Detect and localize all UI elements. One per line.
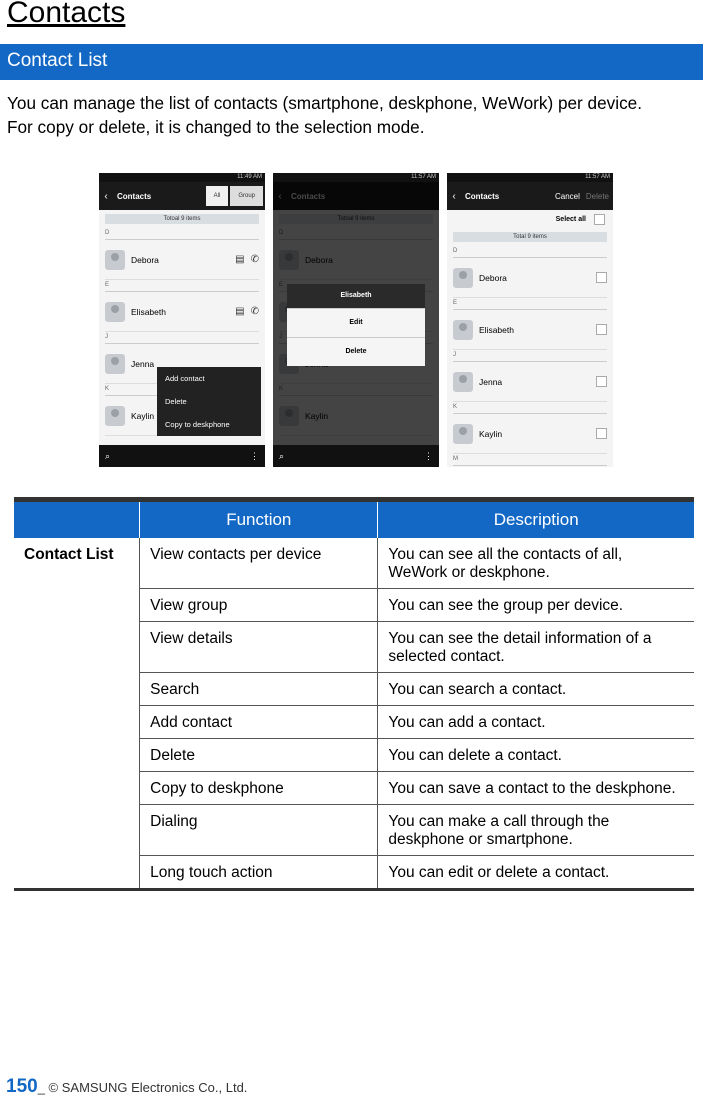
delete-label: Delete [585,191,609,201]
index-letter: D [453,246,607,258]
index-letter: E [105,280,259,292]
list-item [453,362,607,402]
contact-name: Kaylin [131,410,155,421]
deskphone-icon: ▤ [235,306,245,317]
select-all-label: Select all [555,215,586,223]
description-cell: You can edit or delete a contact. [378,856,694,890]
status-bar: 11:57 AM [447,173,613,182]
page-footer [6,1076,247,1098]
bottom-bar [273,445,439,467]
app-bar-title: Contacts [465,191,500,201]
intro-line-2: For copy or delete, it is changed to the selection mode. [7,117,425,137]
tab-group: Group [230,186,263,206]
index-letter: K [105,384,259,396]
index-letter: E [453,298,607,310]
page-number: 150 [6,1076,38,1097]
checkbox-icon [596,324,607,335]
app-bar [99,182,265,210]
header-description: Description [378,500,694,539]
function-cell: View details [140,622,378,673]
menu-icon: ⋮ [424,450,433,461]
header-function: Function [140,500,378,539]
dialog-item-edit: Edit [287,308,425,337]
screenshot-contact-list [99,173,265,467]
contact-name: Elisabeth [479,324,514,335]
description-cell: You can save a contact to the deskphone. [378,772,694,805]
contact-name: Jenna [479,376,503,387]
menu-icon: ⋮ [250,450,259,461]
options-menu [157,367,261,436]
function-table [14,497,694,891]
section-title: Contact List [7,50,108,71]
header-empty [14,500,140,539]
bottom-bar [99,445,265,467]
function-cell: Delete [140,739,378,772]
index-letter: J [105,332,259,344]
function-cell: Copy to deskphone [140,772,378,805]
back-icon: ‹ [104,190,108,202]
checkbox-icon [596,428,607,439]
function-cell: Search [140,673,378,706]
total-items: Total 9 items [453,232,607,242]
screenshot-long-touch [273,173,439,467]
avatar-icon [105,354,125,374]
phone-icon: ✆ [250,306,259,317]
index-letter: D [105,228,259,240]
index-letter: M [453,454,607,466]
search-icon: ⌕ [105,450,111,461]
function-cell: Dialing [140,805,378,856]
list-item [453,258,607,298]
phone-icon: ✆ [250,254,259,265]
group-cell [14,538,140,890]
menu-item-add-contact: Add contact [165,374,205,383]
app-bar-title: Contacts [117,191,152,201]
index-letter: J [453,350,607,362]
description-cell: You can see the detail information of a selected contact. [378,622,694,673]
contact-name: Debora [131,254,159,265]
search-icon: ⌕ [279,450,285,461]
table-row [14,538,694,589]
cancel-label: Cancel [554,191,580,201]
copyright: _ © SAMSUNG Electronics Co., Ltd. [37,1080,248,1095]
menu-item-delete: Delete [165,397,187,406]
deskphone-icon: ▤ [235,254,245,265]
function-cell: View group [140,589,378,622]
group-label: Contact List [24,546,114,563]
function-cell: Add contact [140,706,378,739]
select-all-row [447,210,613,228]
list-item [105,292,259,332]
app-bar [447,182,613,210]
page-title: Contacts [7,0,126,29]
status-bar: 11:49 AM [99,173,265,182]
back-icon: ‹ [452,190,456,202]
long-touch-dialog [287,284,425,366]
total-items: Totoal 9 items [105,214,259,224]
contact-name: Debora [479,272,507,283]
list-item [453,310,607,350]
contact-name: Elisabeth [131,306,166,317]
avatar-icon [453,320,473,340]
avatar-icon [453,424,473,444]
tab-all: All [206,186,229,206]
function-cell: Long touch action [140,856,378,890]
description-cell: You can add a contact. [378,706,694,739]
avatar-icon [105,250,125,270]
avatar-icon [453,268,473,288]
dialog-item-delete: Delete [287,337,425,366]
index-letter: K [453,402,607,414]
section-header [0,44,703,80]
function-cell: View contacts per device [140,538,378,589]
checkbox-icon [596,272,607,283]
intro-text [7,91,701,139]
list-item [105,240,259,280]
avatar-icon [105,302,125,322]
contact-name: Kaylin [479,428,503,439]
intro-line-1: You can manage the list of contacts (smartphone, deskphone, WeWork) per device. [7,93,643,113]
avatar-icon [105,406,125,426]
avatar-icon [453,372,473,392]
description-cell: You can see the group per device. [378,589,694,622]
table-header-row [14,500,694,539]
description-cell: You can see all the contacts of all, WeWork or deskphone. [378,538,694,589]
list-item [453,414,607,454]
status-bar: 11:57 AM [273,173,439,182]
contact-name: Jenna [131,358,155,369]
description-cell: You can make a call through the deskphone or smartphone. [378,805,694,856]
dialog-title: Elisabeth [287,284,425,308]
description-cell: You can search a contact. [378,673,694,706]
menu-item-copy: Copy to deskphone [165,420,230,429]
screenshot-selection-mode [447,173,613,467]
checkbox-icon [596,376,607,387]
description-cell: You can delete a contact. [378,739,694,772]
checkbox-icon [594,214,605,225]
